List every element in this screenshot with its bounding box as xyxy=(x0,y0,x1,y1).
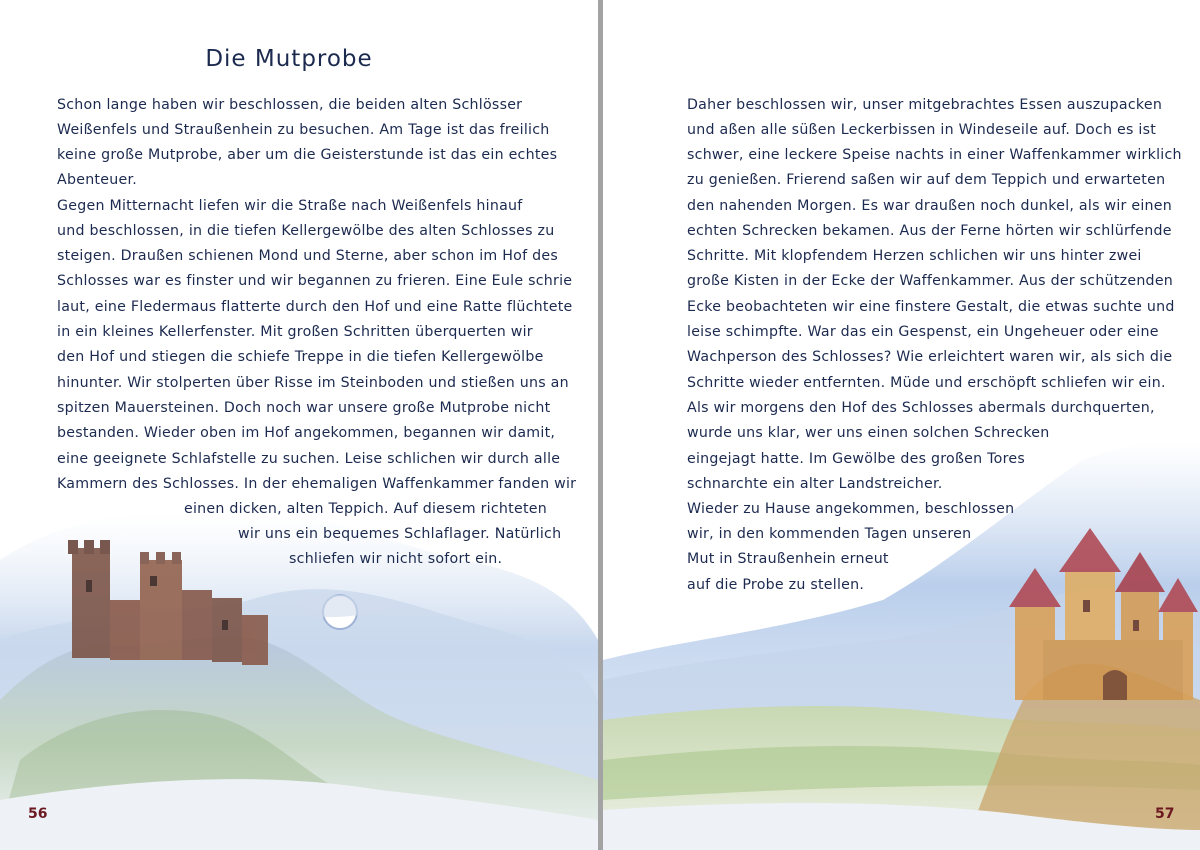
text-line: Schritte. Mit klopfendem Herzen schlichen wir uns hinter zwei xyxy=(687,248,1142,264)
text-line: schnarchte ein alter Landstreicher. xyxy=(687,476,943,492)
text-line: Daher beschlossen wir, unser mitgebrachtes Essen auszupacken xyxy=(687,97,1163,113)
text-line: große Kisten in der Ecke der Waffenkammer. Aus der schützenden xyxy=(687,273,1174,289)
text-line: bestanden. Wieder oben im Hof angekommen, begannen wir damit, xyxy=(57,425,556,441)
page-number-right: 57 xyxy=(1155,806,1175,822)
text-line: Wieder zu Hause angekommen, beschlossen xyxy=(687,501,1015,517)
right-page xyxy=(603,0,1200,850)
text-line: Als wir morgens den Hof des Schlosses abermals durchquerten, xyxy=(687,400,1155,416)
text-line: eine geeignete Schlafstelle zu suchen. Leise schlichen wir durch alle xyxy=(57,451,561,467)
text-line: und beschlossen, in die tiefen Kellergewölbe des alten Schlosses zu xyxy=(57,223,555,239)
text-line: Schlosses war es finster und wir begannen zu frieren. Eine Eule schrie xyxy=(57,273,573,289)
text-line: spitzen Mauersteinen. Doch noch war unsere große Mutprobe nicht xyxy=(57,400,551,416)
text-line: den Hof und stiegen die schiefe Treppe in die tiefen Kellergewölbe xyxy=(57,349,544,365)
text-line: keine große Mutprobe, aber um die Geisterstunde ist das ein echtes xyxy=(57,147,558,163)
text-line: Kammern des Schlosses. In der ehemaligen Waffenkammer fanden wir xyxy=(57,476,577,492)
text-line: Schon lange haben wir beschlossen, die beiden alten Schlösser xyxy=(57,97,523,113)
text-line: Ecke beobachteten wir eine finstere Gestalt, die etwas suchte und xyxy=(687,299,1175,315)
text-line: Weißenfels und Straußenhein zu besuchen. Am Tage ist das freilich xyxy=(57,122,550,138)
text-line: den nahenden Morgen. Es war draußen noch dunkel, als wir einen xyxy=(687,198,1172,214)
text-line: in ein kleines Kellerfenster. Mit großen Schritten überquerten wir xyxy=(57,324,533,340)
text-line: Wachperson des Schlosses? Wie erleichtert waren wir, als sich die xyxy=(687,349,1173,365)
text-line: Mut in Straußenhein erneut xyxy=(687,551,889,567)
text-line: echten Schrecken bekamen. Aus der Ferne hörten wir schlürfende xyxy=(687,223,1172,239)
text-line: wir uns ein bequemes Schlaflager. Natürlich xyxy=(238,526,562,542)
text-line: wir, in den kommenden Tagen unseren xyxy=(687,526,972,542)
page-number-left: 56 xyxy=(28,806,48,822)
text-line: laut, eine Fledermaus flatterte durch den Hof und eine Ratte flüchtete xyxy=(57,299,573,315)
text-line: Schritte wieder entfernten. Müde und erschöpft schliefen wir ein. xyxy=(687,375,1166,391)
text-line: Abenteuer. xyxy=(57,172,137,188)
chapter-title: Die Mutprobe xyxy=(205,46,373,72)
text-line: Gegen Mitternacht liefen wir die Straße nach Weißenfels hinauf xyxy=(57,198,523,214)
text-line: leise schimpfte. War das ein Gespenst, ein Ungeheuer oder eine xyxy=(687,324,1159,340)
text-line: wurde uns klar, wer uns einen solchen Schrecken xyxy=(687,425,1050,441)
text-line: einen dicken, alten Teppich. Auf diesem richteten xyxy=(184,501,547,517)
text-line: schliefen wir nicht sofort ein. xyxy=(289,551,503,567)
text-line: schwer, eine leckere Speise nachts in einer Waffenkammer wirklich xyxy=(687,147,1182,163)
text-line: hinunter. Wir stolperten über Risse im Steinboden und stießen uns an xyxy=(57,375,569,391)
left-page xyxy=(0,0,598,850)
text-line: zu genießen. Frierend saßen wir auf dem Teppich und erwarteten xyxy=(687,172,1166,188)
text-line: auf die Probe zu stellen. xyxy=(687,577,865,593)
text-line: steigen. Draußen schienen Mond und Sterne, aber schon im Hof des xyxy=(57,248,558,264)
text-line: eingejagt hatte. Im Gewölbe des großen Tores xyxy=(687,451,1025,467)
text-line: und aßen alle süßen Leckerbissen in Windeseile auf. Doch es ist xyxy=(687,122,1157,138)
